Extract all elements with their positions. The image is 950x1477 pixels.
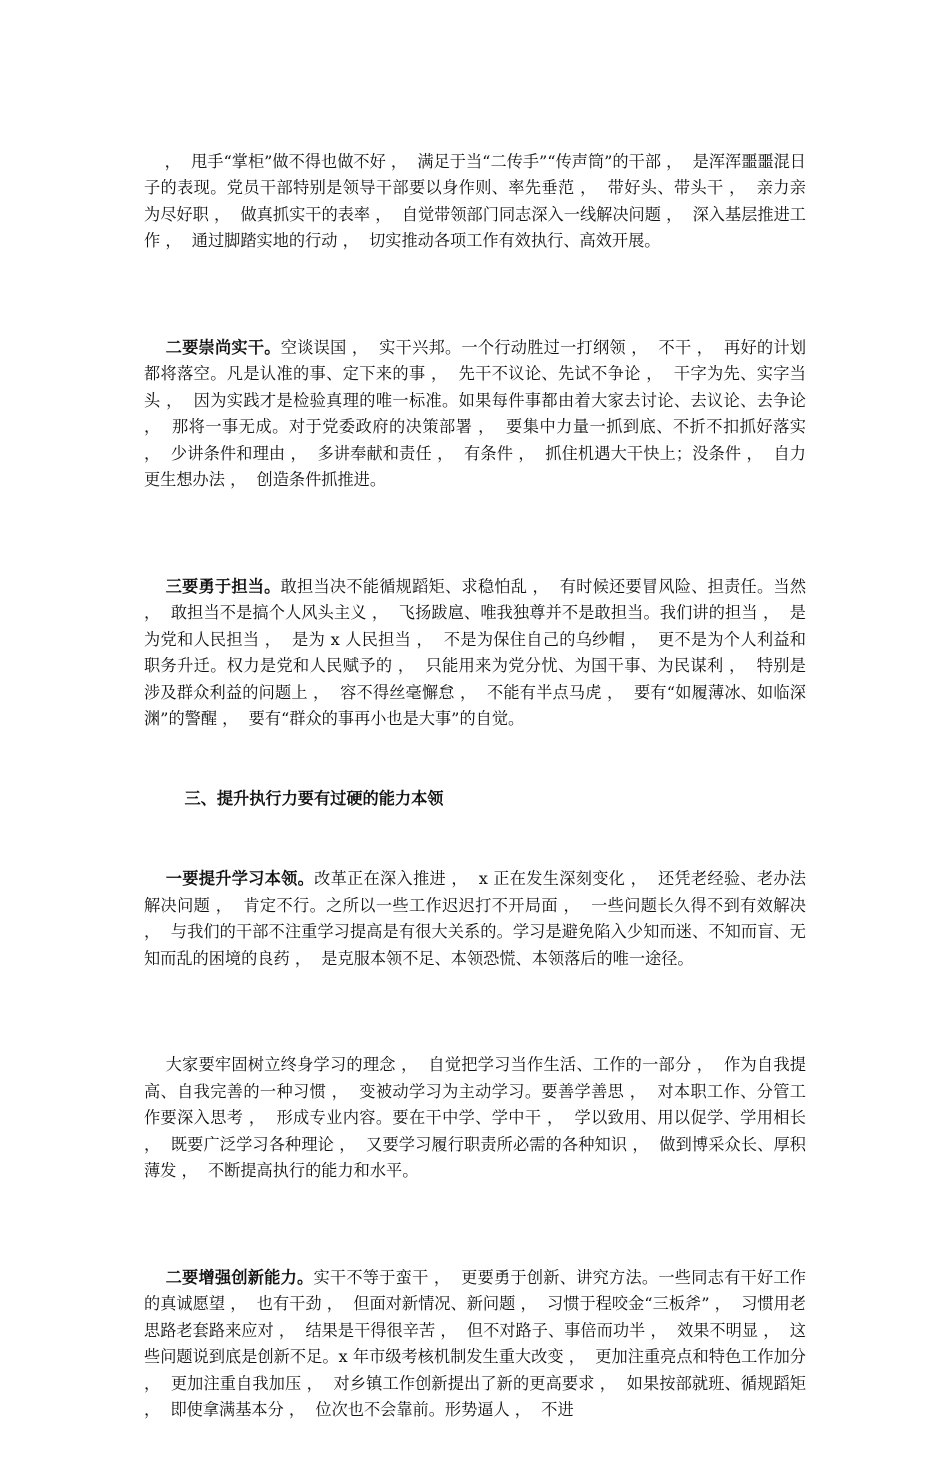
- paragraph-text: 实干不等于蛮干 ， 更要勇于创新、讲究方法。一些同志有干好工作的真诚愿望 ， 也有干劲 ， 但面对新情况、新问题 ， 习惯于程咬金“三板斧” ， 习惯用老思路老套路来应对 ， 结果是干得很辛苦 ， 但不对路子、事倍而功半 ， 效果不明显 ， 这些问题说到底是创新不足。x 年市级考核机制发生重大改变 ， 更加注重亮点和特色工作加分 ， 更加注重自我加压 ， 对乡镇工作创新提出了新的更高要求 ， 如果按部就班、循规蹈矩 ， 即使拿满基本分 ， 位次也不会靠前。形势逼人 ， 不进: [144, 1267, 812, 1419]
- paragraph-text: 敢担当决不能循规蹈矩、求稳怕乱 ， 有时候还要冒风险、担责任。当然 ， 敢担当不是搞个人风头主义 ， 飞扬跋扈、唯我独尊并不是敢担当。我们讲的担当 ， 是为党和人民担当 ， 是为 x 人民担当 ， 不是为保住自己的乌纱帽 ， 更不是为个人利益和职务升迁。权力是党和人民赋予的 ， 只能用来为党分忧、为国干事、为民谋利 ， 特别是涉及群众利益的问题上 ， 容不得丝毫懈怠 ， 不能有半点马虎 ， 要有“如履薄冰、如临深渊”的警醒 ， 要有“群众的事再小也是大事”的自觉。: [144, 576, 812, 728]
- paragraph-advocate-practical-work: [144, 308, 812, 520]
- paragraph-take-responsibility: [144, 547, 812, 759]
- section-heading: 三、提升执行力要有过硬的能力本领: [184, 789, 444, 808]
- paragraph-lifelong-learning: [144, 1026, 812, 1212]
- paragraph-text: 改革正在深入推进 ， x 正在发生深刻变化 ， 还凭老经验、老办法解决问题 ， 肯定不行。之所以一些工作迟迟打不开局面 ， 一些问题长久得不到有效解决 ， 与我们的干部不注重学习提高是有很大关系的。学习是避免陷入少知而迷、不知而盲、无知而乱的困境的良药 ， 是克服本领不足、本领恐慌、本领落后的唯一途径。: [144, 869, 812, 968]
- paragraph-text: 空谈误国 ， 实干兴邦。一个行动胜过一打纲领 ， 不干 ， 再好的计划都将落空。凡是认准的事、定下来的事 ， 先干不议论、先试不争论 ， 干字为先、实字当头 ， 因为实践才是检验真理的唯一标准。如果每件事都由着大家去讨论、去议论、去争论 ， 那将一事无成。对于党委政府的决策部署 ， 要集中力量一抓到底、不折不扣抓好落实 ， 少讲条件和理由 ， 多讲奉献和责任 ， 有条件 ， 抓住机遇大干快上；没条件 ， 自力更生想办法 ， 创造条件抓推进。: [144, 337, 812, 489]
- paragraph-text: ， 甩手“掌柜”做不得也做不好 ， 满足于当“二传手”“传声筒”的干部 ， 是浑浑噩噩混日子的表现。党员干部特别是领导干部要以身作则、率先垂范 ， 带好头、带头干 ， 亲力亲为尽好职 ， 做真抓实干的表率 ， 自觉带领部门同志深入一线解决问题 ， 深入基层推进工作 ， 通过脚踏实地的行动 ， 切实推动各项工作有效执行、高效开展。: [144, 151, 806, 250]
- paragraph-improve-learning: [144, 840, 812, 999]
- paragraph-lead: 三要勇于担当。: [165, 576, 281, 596]
- document-page: [144, 122, 812, 1477]
- paragraph-intro: [144, 122, 806, 281]
- paragraph-lead: 二要增强创新能力。: [165, 1267, 314, 1287]
- paragraph-text: 大家要牢固树立终身学习的理念 ， 自觉把学习当作生活、工作的一部分 ， 作为自我提高、自我完善的一种习惯 ， 变被动学习为主动学习。要善学善思 ， 对本职工作、分管工作要深入思考 ， 形成专业内容。要在干中学、学中干 ， 学以致用、用以促学、学用相长 ， 既要广泛学习各种理论 ， 又要学习履行职责所必需的各种知识 ， 做到博采众长、厚积薄发 ， 不断提高执行的能力和水平。: [144, 1055, 812, 1180]
- paragraph-lead: 二要崇尚实干。: [165, 337, 281, 357]
- paragraph-innovation: [144, 1238, 812, 1450]
- paragraph-lead: 一要提升学习本领。: [165, 869, 315, 888]
